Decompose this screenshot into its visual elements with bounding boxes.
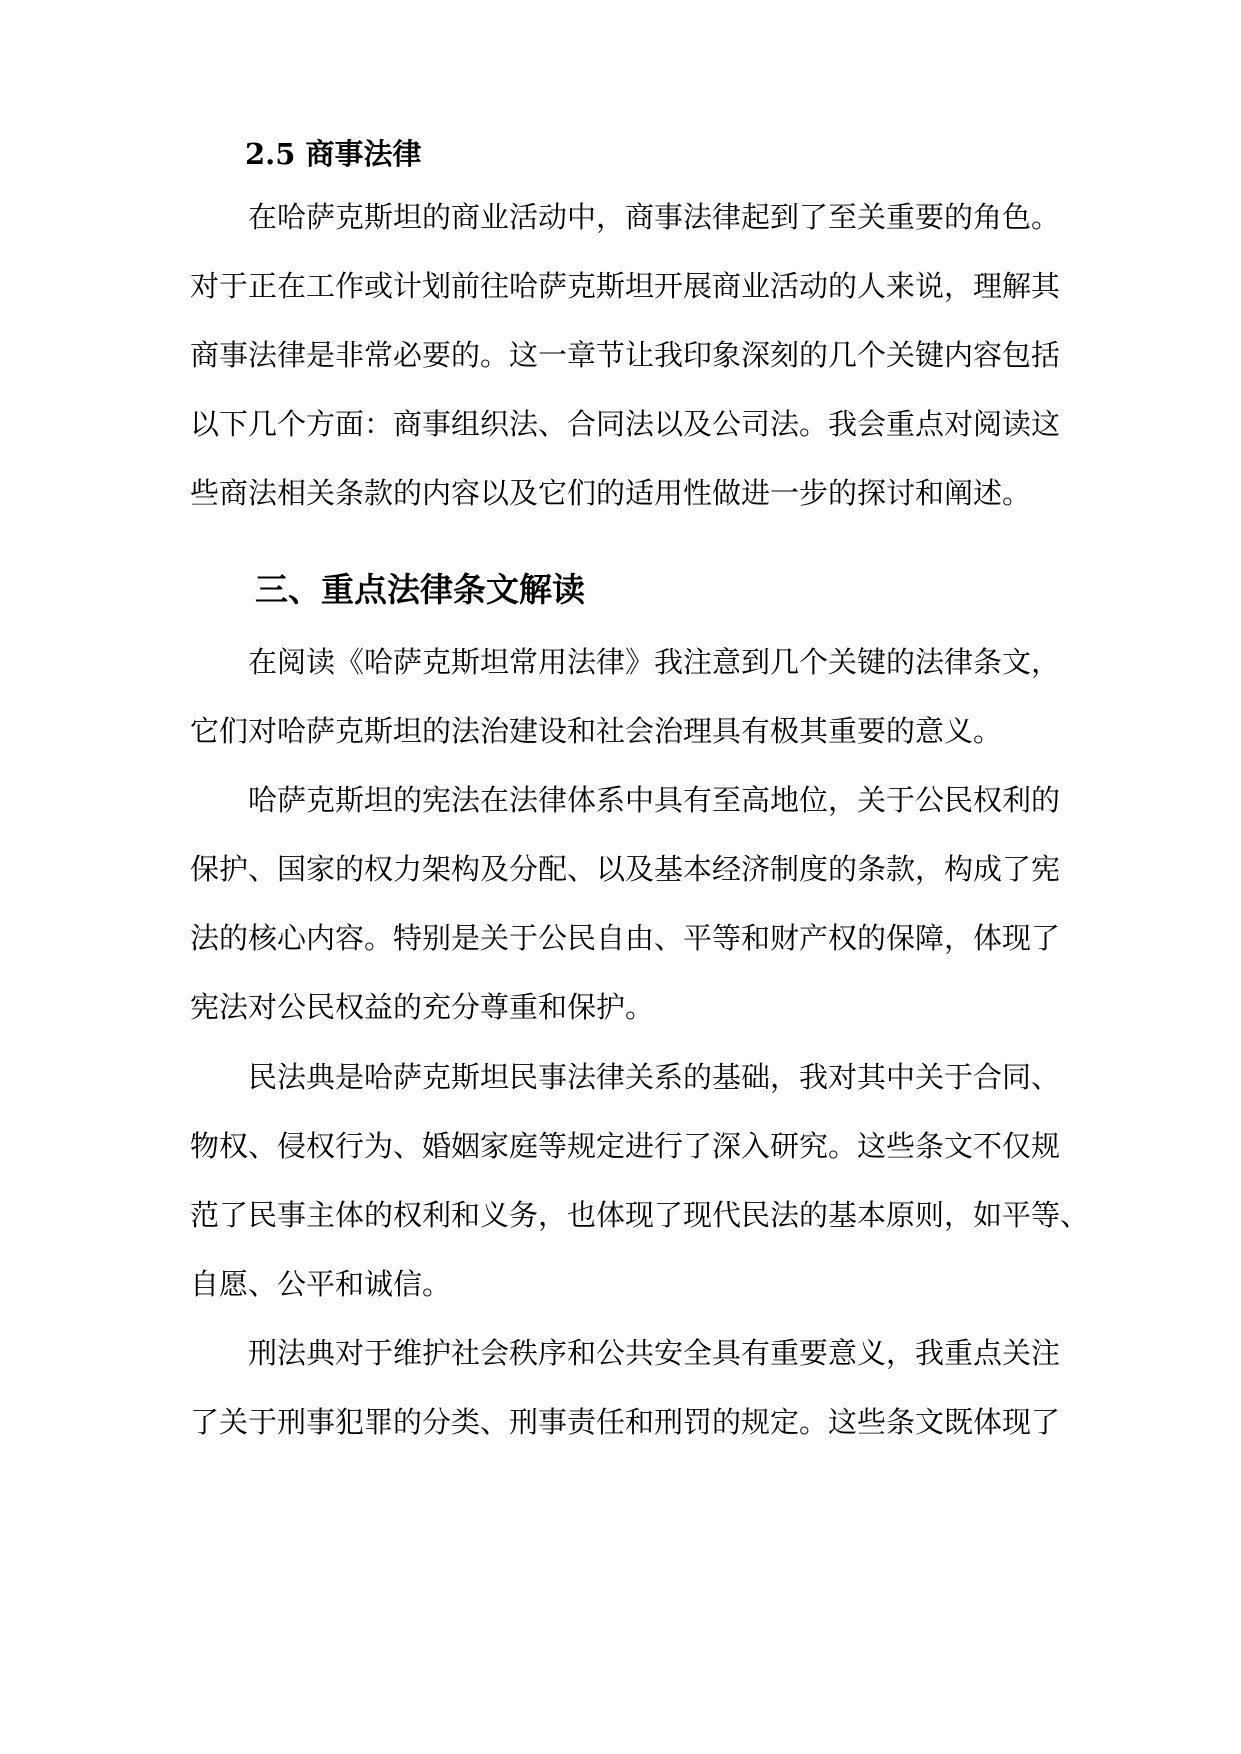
- paragraph-line: 对于正在工作或计划前往哈萨克斯坦开展商业活动的人来说，理解其: [190, 269, 1061, 303]
- section-heading-3: 三、重点法律条文解读: [255, 570, 585, 609]
- paragraph-line: 刑法典对于维护社会秩序和公共安全具有重要意义，我重点关注: [248, 1336, 1061, 1370]
- paragraph-line: 它们对哈萨克斯坦的法治建设和社会治理具有极其重要的意义。: [190, 714, 1003, 748]
- paragraph-line: 法的核心内容。特别是关于公民自由、平等和财产权的保障，体现了: [190, 921, 1061, 955]
- paragraph-line: 物权、侵权行为、婚姻家庭等规定进行了深入研究。这些条文不仅规: [190, 1129, 1061, 1163]
- paragraph-line: 了关于刑事犯罪的分类、刑事责任和刑罚的规定。这些条文既体现了: [190, 1405, 1061, 1439]
- paragraph-line: 民法典是哈萨克斯坦民事法律关系的基础，我对其中关于合同、: [248, 1060, 1061, 1094]
- paragraph-line: 宪法对公民权益的充分尊重和保护。: [190, 990, 655, 1024]
- section-heading-2-5: 2.5 商事法律: [245, 137, 422, 171]
- paragraph-line: 在哈萨克斯坦的商业活动中，商事法律起到了至关重要的角色。: [248, 200, 1061, 234]
- paragraph-line: 商事法律是非常必要的。这一章节让我印象深刻的几个关键内容包括: [190, 338, 1061, 372]
- paragraph-line: 范了民事主体的权利和义务，也体现了现代民法的基本原则，如平等、: [190, 1198, 1090, 1232]
- paragraph-line: 哈萨克斯坦的宪法在法律体系中具有至高地位，关于公民权利的: [248, 783, 1061, 817]
- paragraph-line: 在阅读《哈萨克斯坦常用法律》我注意到几个关键的法律条文，: [248, 645, 1061, 679]
- paragraph-line: 以下几个方面：商事组织法、合同法以及公司法。我会重点对阅读这: [190, 407, 1061, 441]
- paragraph-line: 保护、国家的权力架构及分配、以及基本经济制度的条款，构成了宪: [190, 852, 1061, 886]
- paragraph-line: 些商法相关条款的内容以及它们的适用性做进一步的探讨和阐述。: [190, 476, 1032, 510]
- paragraph-line: 自愿、公平和诚信。: [190, 1267, 452, 1301]
